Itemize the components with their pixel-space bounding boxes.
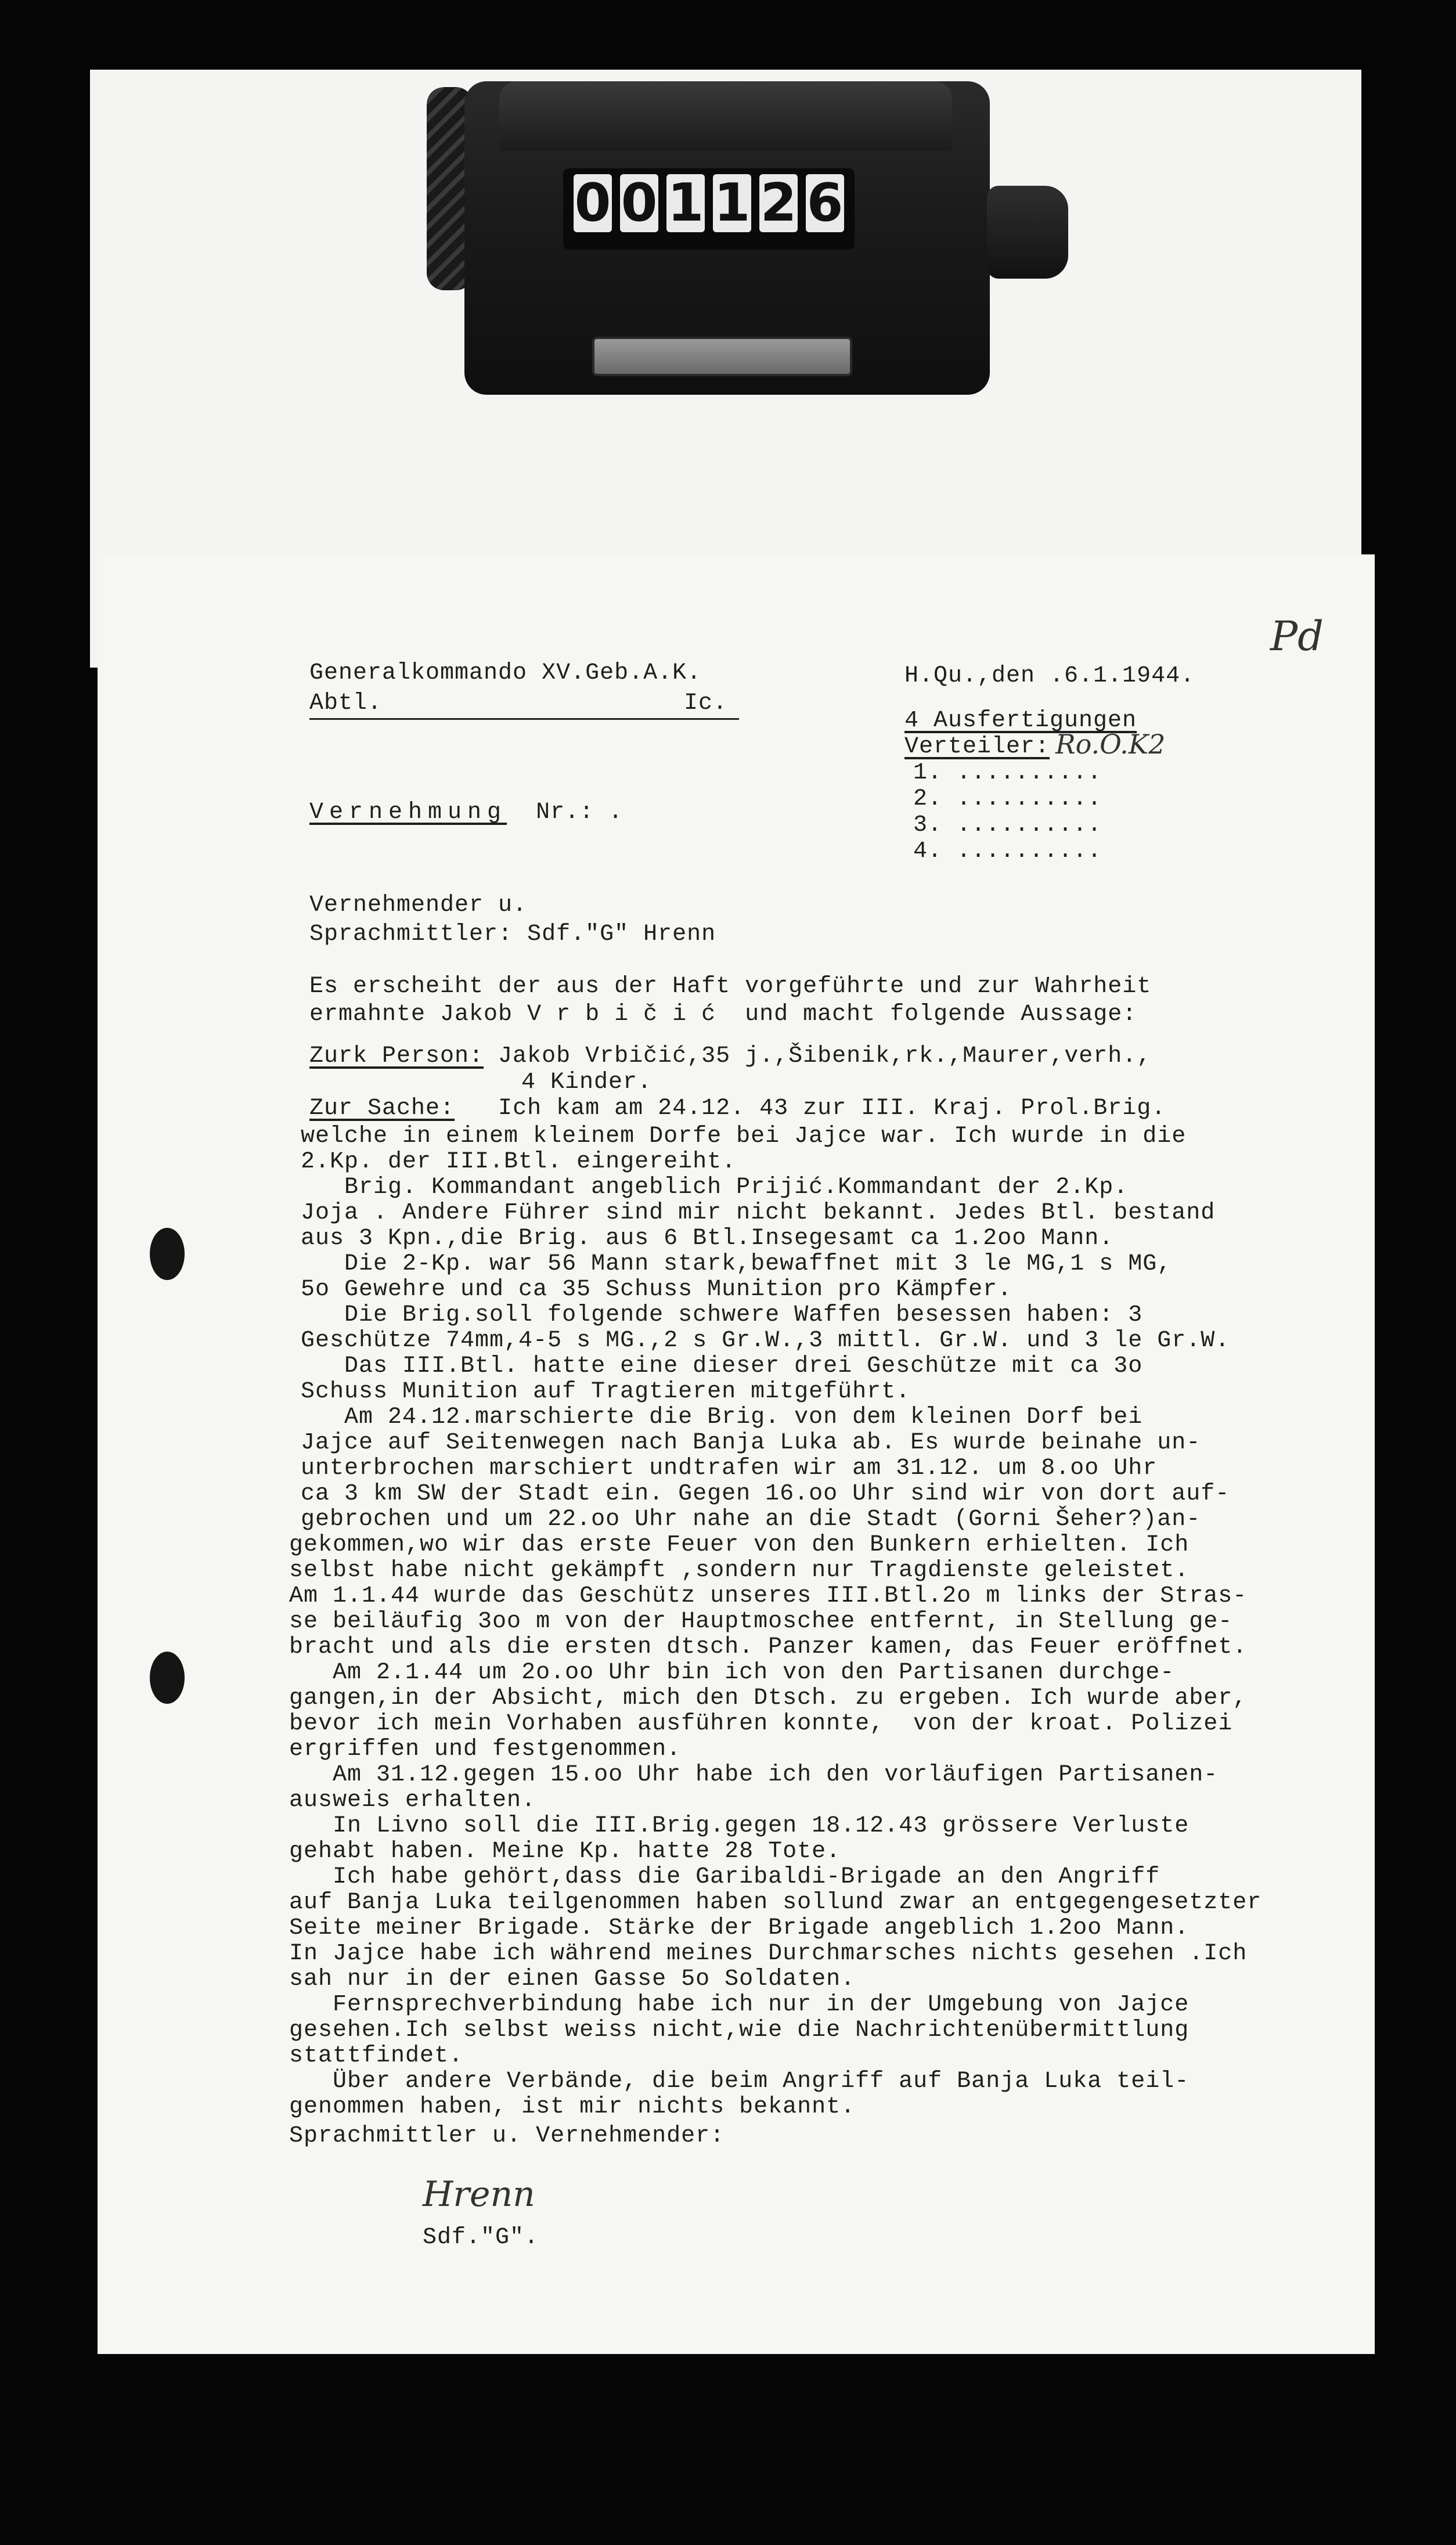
intro-line: Es erscheiht der aus der Haft vorgeführte und zur Wahrheit (309, 974, 1152, 1000)
department-label: Abtl. (309, 690, 383, 716)
body-line: 5o Gewehre und ca 35 Schuss Munition pro Kämpfer. (301, 1277, 1012, 1303)
counter-plate (592, 337, 852, 376)
body-line: In Jajce habe ich während meines Durchmarsches nichts gesehen .Ich (289, 1941, 1248, 1967)
body-line: bracht und als die ersten dtsch. Panzer kamen, das Feuer eröffnet. (289, 1634, 1248, 1660)
person-text: Jakob Vrbičić,35 j.,Šibenik,rk.,Maurer,verh., (484, 1043, 1152, 1069)
frame-counter-device (464, 81, 990, 395)
body-line: Ich habe gehört,dass die Garibaldi-Brigade an den Angriff (289, 1864, 1161, 1890)
header-department (309, 689, 727, 718)
body-line: Fernsprechverbindung habe ich nur in der Umgebung von Jajce (289, 1992, 1190, 2018)
punch-hole (150, 1652, 185, 1704)
distribution-line: 4. .......... (913, 838, 1102, 864)
body-line: In Livno soll die III.Brig.gegen 18.12.43 grössere Verluste (289, 1813, 1190, 1839)
body-line: Geschütze 74mm,4-5 s MG.,2 s Gr.W.,3 mittl. Gr.W. und 3 le Gr.W. (301, 1328, 1230, 1354)
body-line: Das III.Btl. hatte eine dieser drei Geschütze mit ca 3o (301, 1353, 1143, 1379)
header-underline (309, 718, 739, 720)
body-line: gehabt haben. Meine Kp. hatte 28 Tote. (289, 1839, 841, 1865)
handwritten-distribution-note: Ro.O.K2 (1055, 729, 1166, 760)
person-label: Zurk Person: (309, 1043, 484, 1069)
body-line: Die Brig.soll folgende schwere Waffen besessen haben: 3 (301, 1302, 1143, 1328)
body-line: Seite meiner Brigade. Stärke der Brigade angeblich 1.2oo Mann. (289, 1915, 1190, 1941)
interpreter-line-2 (309, 920, 716, 949)
body-line: aus 3 Kpn.,die Brig. aus 6 Btl.Insegesamt ca 1.2oo Mann. (301, 1225, 1114, 1252)
interpreter-value: Sdf."G" Hrenn (527, 921, 716, 947)
body-line: auf Banja Luka teilgenommen haben sollund zwar an entgegengesetzter (289, 1890, 1262, 1916)
body-line: genommen haben, ist mir nichts bekannt. (289, 2094, 856, 2120)
body-line: gesehen.Ich selbst weiss nicht,wie die Nachrichtenübermittlung (289, 2017, 1190, 2043)
counter-knob (987, 186, 1068, 279)
sache-text: Ich kam am 24.12. 43 zur III. Kraj. Prol.Brig. (455, 1095, 1166, 1122)
punch-hole (150, 1228, 185, 1280)
distribution-line: 3. .......... (913, 812, 1102, 838)
counter-top (499, 81, 952, 151)
body-line: gangen,in der Absicht, mich den Dtsch. zu ergeben. Ich wurde aber, (289, 1685, 1248, 1711)
counter-digit: 6 (806, 172, 844, 233)
counter-digit: 1 (667, 172, 704, 233)
body-line: sah nur in der einen Gasse 5o Soldaten. (289, 1966, 856, 1992)
body-line: Am 24.12.marschierte die Brig. von dem kleinen Dorf bei (301, 1404, 1143, 1430)
body-line: Am 1.1.44 wurde das Geschütz unseres III.Btl.2o m links der Stras- (289, 1583, 1248, 1609)
sache-label: Zur Sache: (309, 1095, 455, 1122)
counter-digits (563, 168, 855, 250)
sache-line (309, 1094, 1166, 1123)
counter-digit: 2 (760, 172, 797, 233)
intro-line: ermahnte Jakob V r b i č i ć und macht folgende Aussage: (309, 1001, 1137, 1028)
body-line: Joja . Andere Führer sind mir nicht bekannt. Jedes Btl. bestand (301, 1200, 1216, 1226)
counter-digit: 1 (713, 172, 751, 233)
body-line: Schuss Munition auf Tragtieren mitgeführt. (301, 1379, 911, 1405)
closing-signature: Sdf."G". (423, 2225, 539, 2251)
body-line: se beiläufig 3oo m von der Hauptmoschee entfernt, in Stellung ge- (289, 1609, 1233, 1635)
person-continuation: 4 Kinder. (521, 1069, 653, 1095)
body-line: ca 3 km SW der Stadt ein. Gegen 16.oo Uhr sind wir von dort auf- (301, 1481, 1230, 1507)
body-line: selbst habe nicht gekämpft ,sondern nur Tragdienste geleistet. (289, 1558, 1190, 1584)
person-line (309, 1042, 1151, 1071)
handwritten-corner-mark: Pd (1270, 612, 1324, 660)
body-line: Jajce auf Seitenwegen nach Banja Luka ab. Es wurde beinahe un- (301, 1430, 1201, 1456)
body-line: Am 31.12.gegen 15.oo Uhr habe ich den vorläufigen Partisanen- (289, 1762, 1219, 1788)
distribution-line: 1. .......... (913, 760, 1102, 786)
closing-label: Sprachmittler u. Vernehmender: (289, 2123, 725, 2149)
department-value: Ic. (684, 690, 728, 716)
header-place-date: H.Qu.,den .6.1.1944. (904, 663, 1195, 689)
body-line: 2.Kp. der III.Btl. eingereiht. (301, 1149, 737, 1175)
body-line: Brig. Kommandant angeblich Prijić.Kommandant der 2.Kp. (301, 1174, 1129, 1201)
title-word: Vernehmung (309, 799, 507, 825)
interpreter-line-1: Vernehmender u. (309, 892, 528, 918)
distribution-line: 2. .......... (913, 786, 1102, 812)
header-distributor-label: Verteiler: (904, 734, 1050, 760)
document-sheet (98, 554, 1375, 2354)
body-line: bevor ich mein Vorhaben ausführen konnte, von der kroat. Polizei (289, 1711, 1233, 1737)
body-line: ausweis erhalten. (289, 1787, 536, 1814)
body-line: Die 2-Kp. war 56 Mann stark,bewaffnet mit 3 le MG,1 s MG, (301, 1251, 1172, 1277)
header-organization: Generalkommando XV.Geb.A.K. (309, 660, 702, 686)
body-line: stattfindet. (289, 2043, 464, 2069)
handwritten-signature: Hrenn (423, 2174, 535, 2215)
body-line: ergriffen und festgenommen. (289, 1736, 682, 1762)
body-line: Über andere Verbände, die beim Angriff auf Banja Luka teil- (289, 2068, 1190, 2095)
body-line: gebrochen und um 22.oo Uhr nahe an die Stadt (Gorni Šeher?)an- (301, 1506, 1201, 1533)
body-line: unterbrochen marschiert undtrafen wir am 31.12. um 8.oo Uhr (301, 1455, 1158, 1481)
body-line: welche in einem kleinem Dorfe bei Jajce war. Ich wurde in die (301, 1123, 1187, 1149)
body-line: gekommen,wo wir das erste Feuer von den Bunkern erhielten. Ich (289, 1532, 1190, 1558)
interpreter-label: Sprachmittler: (309, 921, 513, 947)
title-number: Nr.: . (536, 799, 624, 825)
document-title (309, 798, 623, 827)
header-copies: 4 Ausfertigungen (904, 708, 1137, 734)
counter-digit: 0 (574, 172, 611, 233)
counter-digit: 0 (621, 172, 658, 233)
body-line: Am 2.1.44 um 2o.oo Uhr bin ich von den Partisanen durchge- (289, 1660, 1175, 1686)
